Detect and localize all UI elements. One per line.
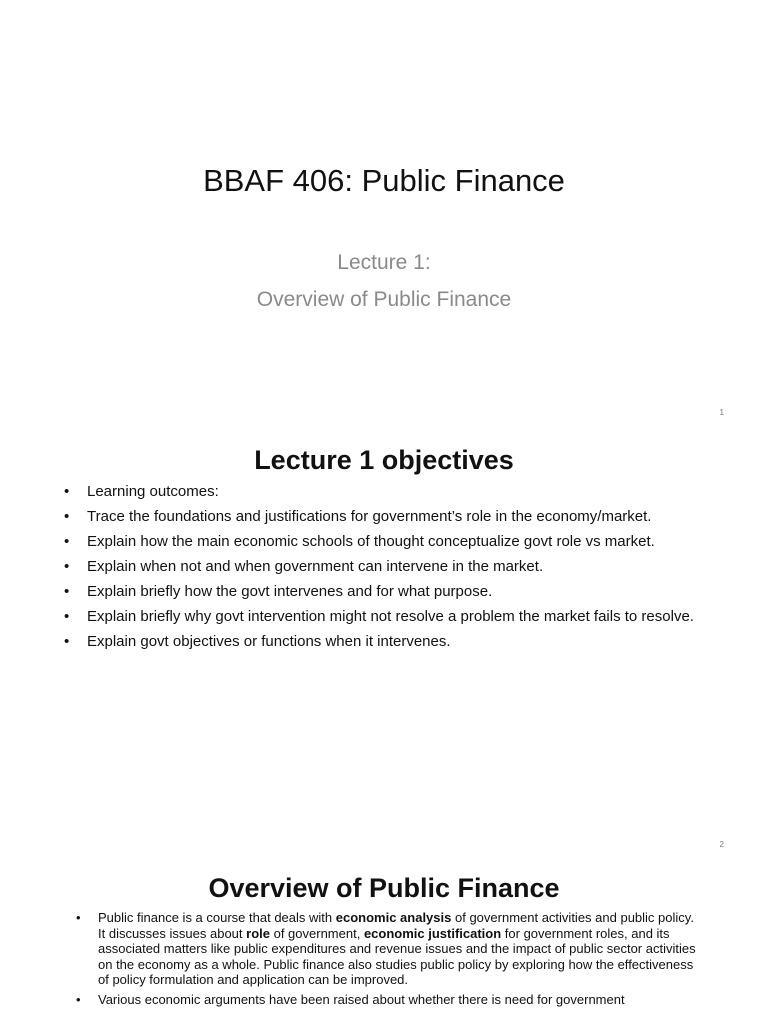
slide-subtitle-lecture: Lecture 1: [337,251,431,274]
bold-term: economic justification [363,925,502,941]
bullet-icon: • [64,483,70,500]
page-number: 2 [719,840,724,849]
paragraph-text [98,910,696,987]
bullet-icon: • [64,533,70,550]
slide-title: Lecture 1 objectives [254,445,514,475]
list-item-text: Learning outcomes: [87,483,219,500]
list-item [64,556,714,577]
list-item-text: Explain briefly how the govt intervenes and for what purpose. [87,583,493,600]
list-item [64,581,714,602]
text-run: for government roles, and its associated matters like public expenditures and revenue issues and the impact of public sector activities on the economy as a whole. Public finance also studies public policy by exploring how the effectiveness of policy formulation and application can be improved. [98,925,696,987]
bullet-icon: • [64,508,70,525]
bullet-icon: • [64,558,70,575]
list-item [64,531,714,552]
list-item [76,992,698,1008]
slide-3 [0,864,768,1024]
bullet-icon: • [76,910,81,925]
list-item [76,910,698,988]
list-item-text: Explain when not and when government can intervene in the market. [87,558,544,575]
text-run: of government, [269,925,364,941]
bold-term: role [246,925,270,941]
text-run: of government activities and public policy. It discusses issues about [98,910,694,941]
objectives-list [64,481,714,656]
slide-2 [0,432,768,864]
bullet-icon: • [76,991,81,1007]
slide-1 [0,0,768,432]
list-item [64,481,714,502]
bullet-icon: • [64,633,70,650]
overview-list [76,910,698,1011]
slide-subtitle-topic: Overview of Public Finance [256,288,512,311]
list-item-text: Explain how the main economic schools of thought conceptualize govt role vs market. [87,533,655,550]
list-item [64,631,714,652]
list-item-text: Trace the foundations and justifications for government’s role in the economy/market. [87,508,652,525]
page-number: 1 [719,408,724,417]
bullet-icon: • [64,608,70,625]
list-item-text: Explain briefly why govt intervention might not resolve a problem the market fails to resolve. [87,608,694,625]
bullet-icon: • [64,583,70,600]
list-item [64,506,714,527]
slide-title: BBAF 406: Public Finance [203,163,565,198]
list-item-text: Explain govt objectives or functions when it intervenes. [87,633,451,650]
text-run: Public finance is a course that deals with [98,910,336,925]
list-item [64,606,714,627]
bold-term: economic analysis [335,910,452,925]
slide-title: Overview of Public Finance [208,873,560,903]
paragraph-text: Various economic arguments have been raised about whether there is need for government [98,991,625,1007]
